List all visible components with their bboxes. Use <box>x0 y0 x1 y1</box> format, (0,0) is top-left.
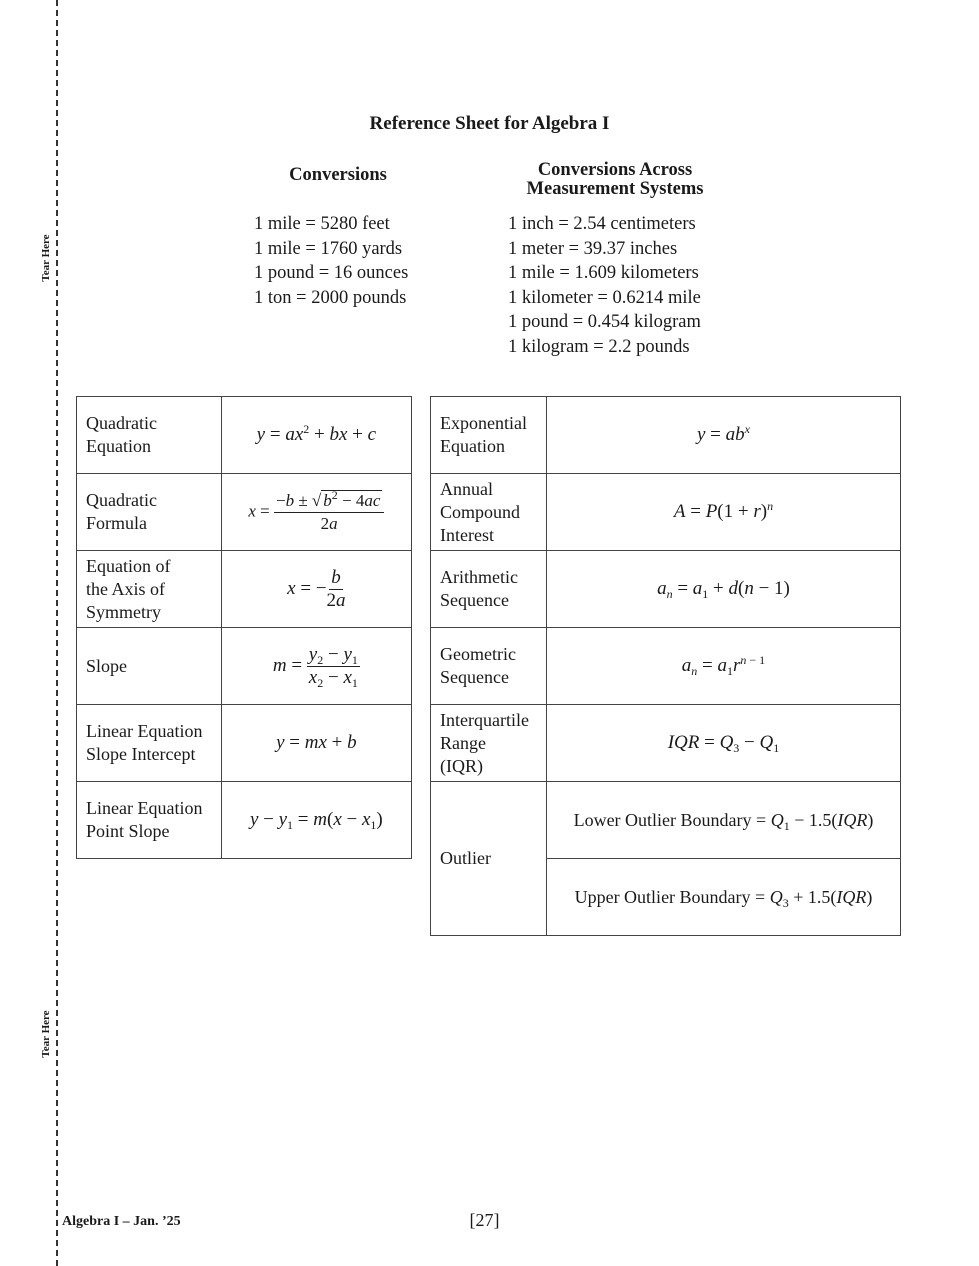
row-label: Arithmetic Sequence <box>431 551 547 628</box>
table-row <box>77 551 412 628</box>
conversion-item: 1 pound = 0.454 kilogram <box>508 312 701 333</box>
page-title: Reference Sheet for Algebra I <box>369 113 610 134</box>
conversions-across-list <box>508 212 701 360</box>
row-label: Exponential Equation <box>431 397 547 474</box>
conversions-list <box>254 212 408 310</box>
quadratic-formula: x = $\frac{-b \pm √ b^2 - 4ac}{2a}$ <box>221 474 411 551</box>
algebra-formulas-table <box>76 396 412 859</box>
conversion-item: 1 ton = 2000 pounds <box>254 287 407 308</box>
slope-formula: m = $\frac{y_2 - y_1}{x_2 - x_1}$ <box>221 628 411 705</box>
row-label: Geometric Sequence <box>431 628 547 705</box>
conversion-item: 1 pound = 16 ounces <box>254 263 409 284</box>
table-row <box>431 705 901 782</box>
table-row <box>431 628 901 705</box>
row-label: Linear Equation Slope Intercept <box>77 705 222 782</box>
axis-of-symmetry-formula: x = − $\frac{b}{2a}$ <box>221 551 411 628</box>
row-label: Interquartile Range (IQR) <box>431 705 547 782</box>
row-label: Quadratic Formula <box>77 474 222 551</box>
table-row <box>77 474 412 551</box>
row-label: Slope <box>77 628 222 705</box>
conversion-item: 1 mile = 1760 yards <box>254 238 403 259</box>
quadratic-equation-formula: $y = ax^2$ + bx + c <box>221 397 411 474</box>
heading-line: Measurement Systems <box>526 179 704 199</box>
table-row <box>77 782 412 859</box>
arithmetic-sequence-formula: $a_n = a_1 + d(n - 1)$ <box>546 551 900 628</box>
table-row <box>77 628 412 705</box>
point-slope-formula: $y - y_1 = m(x - x_1)$ <box>221 782 411 859</box>
geometric-sequence-formula: $a_n = a_1r^{n - 1}$ <box>546 628 900 705</box>
upper-outlier-formula: Upper Outlier Boundary = $Q_3 + 1.5(IQR)$ <box>546 859 900 936</box>
slope-intercept-formula: y = mx + b <box>221 705 411 782</box>
compound-interest-formula: $A = P(1 + r)^n$ <box>546 474 900 551</box>
table-row <box>77 397 412 474</box>
row-label: Annual Compound Interest <box>431 474 547 551</box>
exponential-equation-formula: $y = ab^x$ <box>546 397 900 474</box>
lower-outlier-formula: Lower Outlier Boundary = $Q_1 - 1.5(IQR)$ <box>546 782 900 859</box>
exam-footer: Algebra I – Jan. ’25 <box>62 1214 181 1229</box>
row-label: Linear Equation Point Slope <box>77 782 222 859</box>
conversions-heading: Conversions <box>289 165 387 185</box>
table-row <box>431 397 901 474</box>
conversion-item: 1 kilogram = 2.2 pounds <box>508 336 690 357</box>
conversion-item: 1 kilometer = 0.6214 mile <box>508 287 701 308</box>
tear-line <box>56 0 58 1266</box>
conversions-across-heading <box>500 161 730 199</box>
conversion-item: 1 mile = 5280 feet <box>254 214 390 234</box>
conversion-item: 1 inch = 2.54 centimeters <box>508 214 696 234</box>
table-row <box>431 782 901 859</box>
table-row <box>431 474 901 551</box>
table-row <box>77 705 412 782</box>
page-number: [27] <box>469 1210 500 1230</box>
outlier-label: Outlier <box>431 782 547 936</box>
row-label: Quadratic Equation <box>77 397 222 474</box>
table-row <box>431 551 901 628</box>
heading-line: Conversions Across <box>537 160 693 180</box>
iqr-formula: IQR = $Q_3 - Q_1$ <box>546 705 900 782</box>
conversion-item: 1 meter = 39.37 inches <box>508 238 678 259</box>
sequences-statistics-table <box>430 396 901 936</box>
conversion-item: 1 mile = 1.609 kilometers <box>508 263 699 284</box>
row-label: Equation of the Axis of Symmetry <box>77 551 222 628</box>
